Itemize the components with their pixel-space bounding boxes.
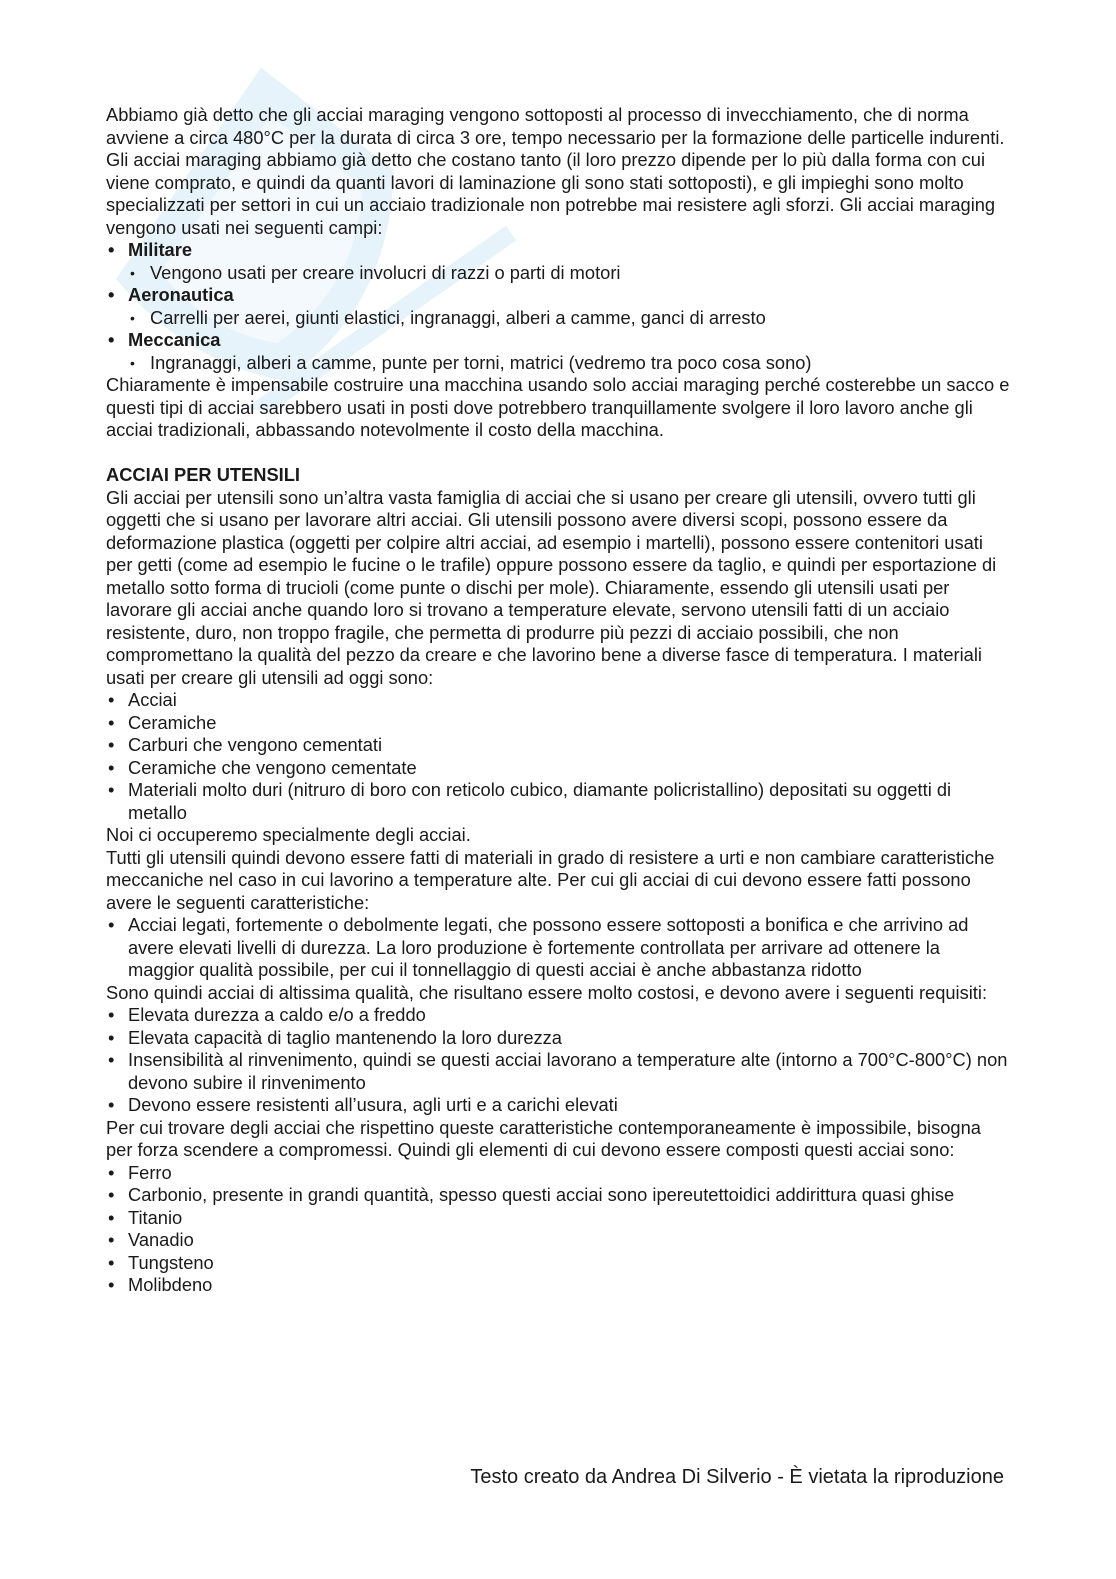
materials-list bbox=[106, 689, 1011, 824]
field-item: • Meccanica bbox=[106, 329, 1011, 352]
section-paragraph-3: Tutti gli utensili quindi devono essere fatti di materiali in grado di resistere a urti e non cambiare caratteristiche meccaniche nel caso in cui lavorino a temperature alte. Per cui gli acciai di cui devono essere fatti possono avere le seguenti caratteristiche: bbox=[106, 846, 995, 913]
list-item: • Ferro bbox=[106, 1162, 1011, 1185]
list-item: • Vanadio bbox=[106, 1229, 1011, 1252]
field-detail: • Ingranaggi, alberi a camme, punte per torni, matrici (vedremo tra poco cosa sono) bbox=[106, 352, 1011, 375]
section-paragraph-1: Gli acciai per utensili sono un’altra vasta famiglia di acciai che si usano per creare gli utensili, ovvero tutti gli oggetti che si usano per lavorare altri acciai. Gli utensili possono avere diversi scopi, possono essere da deformazione plastica (oggetti per colpire altri acciai, ad esempio i martelli), possono essere contenitori usati per getti (come ad esempio le fucine o le trafile) oppure possono essere da taglio, e quindi per esportazione di metallo sotto forma di trucioli (come punte o dischi per mole). Chiaramente, essendo gli utensili usati per lavorare gli acciai anche quando loro si trovano a temperature elevate, servono utensili fatti di un acciaio resistente, duro, non troppo fragile, che permetta di produrre più pezzi di acciaio possibili, che non compromettano la qualità del pezzo da creare e che lavorino bene a diverse fasce di temperatura. I materiali usati per creare gli utensili ad oggi sono: bbox=[106, 486, 997, 688]
list-item: • Carburi che vengono cementati bbox=[106, 734, 1011, 757]
field-detail: • Vengono usati per creare involucri di razzi o parti di motori bbox=[106, 262, 1011, 285]
section-paragraph-2: Noi ci occuperemo specialmente degli acciai. bbox=[106, 824, 471, 845]
document-body bbox=[106, 104, 1011, 1297]
list-item: • Tungsteno bbox=[106, 1252, 1011, 1275]
list-item: • Molibdeno bbox=[106, 1274, 1011, 1297]
intro-paragraph-2: Gli acciai maraging abbiamo già detto che costano tanto (il loro prezzo dipende per lo più dalla forma con cui viene comprato, e quindi da quanti lavori di laminazione gli sono stati sottoposti), e gli impieghi sono molto specializzati per settori in cui un acciaio tradizionale non potrebbe mai resistere agli sforzi. Gli acciai maraging vengono usati nei seguenti campi: bbox=[106, 149, 996, 238]
requirements-list bbox=[106, 1004, 1011, 1117]
list-item: • Acciai legati, fortemente o debolmente legati, che possono essere sottoposti a bonifica e che arrivino ad avere elevati livelli di durezza. La loro produzione è fortemente controllata per arrivare ad ottenere la maggior qualità possibile, per cui il tonnellaggio di questi acciai è anche abbastanza ridotto bbox=[106, 914, 1011, 982]
list-item: • Carbonio, presente in grandi quantità, spesso questi acciai sono ipereutettoidici addirittura quasi ghise bbox=[106, 1184, 1011, 1207]
field-detail: • Carrelli per aerei, giunti elastici, ingranaggi, alberi a camme, ganci di arresto bbox=[106, 307, 1011, 330]
intro-paragraph-1: Abbiamo già detto che gli acciai maraging vengono sottoposti al processo di invecchiamento, che di norma avviene a circa 480°C per la durata di circa 3 ore, tempo necessario per la formazione delle particelle indurenti. bbox=[106, 104, 1005, 148]
footer-copyright: Testo creato da Andrea Di Silverio - È vietata la riproduzione bbox=[470, 1466, 1004, 1488]
list-item: • Elevata capacità di taglio mantenendo la loro durezza bbox=[106, 1027, 1011, 1050]
intro-conclusion: Chiaramente è impensabile costruire una macchina usando solo acciai maraging perché costerebbe un sacco e questi tipi di acciai sarebbero usati in posti dove potrebbero tranquillamente svolgere il loro lavoro anche gli acciai tradizionali, abbassando notevolmente il costo della macchina. bbox=[106, 374, 1010, 440]
section-title: ACCIAI PER UTENSILI bbox=[106, 464, 300, 485]
elements-list bbox=[106, 1162, 1011, 1297]
characteristics-list bbox=[106, 914, 1011, 982]
list-item: • Acciai bbox=[106, 689, 1011, 712]
section-paragraph-4: Sono quindi acciai di altissima qualità, che risultano essere molto costosi, e devono avere i seguenti requisiti: bbox=[106, 981, 988, 1003]
fields-list bbox=[106, 239, 1011, 374]
list-item: • Insensibilità al rinvenimento, quindi se questi acciai lavorano a temperature alte (intorno a 700°C-800°C) non devono subire il rinvenimento bbox=[106, 1049, 1011, 1094]
list-item: • Ceramiche bbox=[106, 712, 1011, 735]
field-item: • Aeronautica bbox=[106, 284, 1011, 307]
section-paragraph-5: Per cui trovare degli acciai che rispettino queste caratteristiche contemporaneamente è impossibile, bisogna per forza scendere a compromessi. Quindi gli elementi di cui devono essere composti questi acciai sono: bbox=[106, 1116, 981, 1160]
list-item: • Devono essere resistenti all’usura, agli urti e a carichi elevati bbox=[106, 1094, 1011, 1117]
list-item: • Titanio bbox=[106, 1207, 1011, 1230]
list-item: • Ceramiche che vengono cementate bbox=[106, 757, 1011, 780]
list-item: • Elevata durezza a caldo e/o a freddo bbox=[106, 1004, 1011, 1027]
list-item: • Materiali molto duri (nitruro di boro con reticolo cubico, diamante policristallino) depositati su oggetti di metallo bbox=[106, 779, 1011, 824]
field-item: • Militare bbox=[106, 239, 1011, 262]
